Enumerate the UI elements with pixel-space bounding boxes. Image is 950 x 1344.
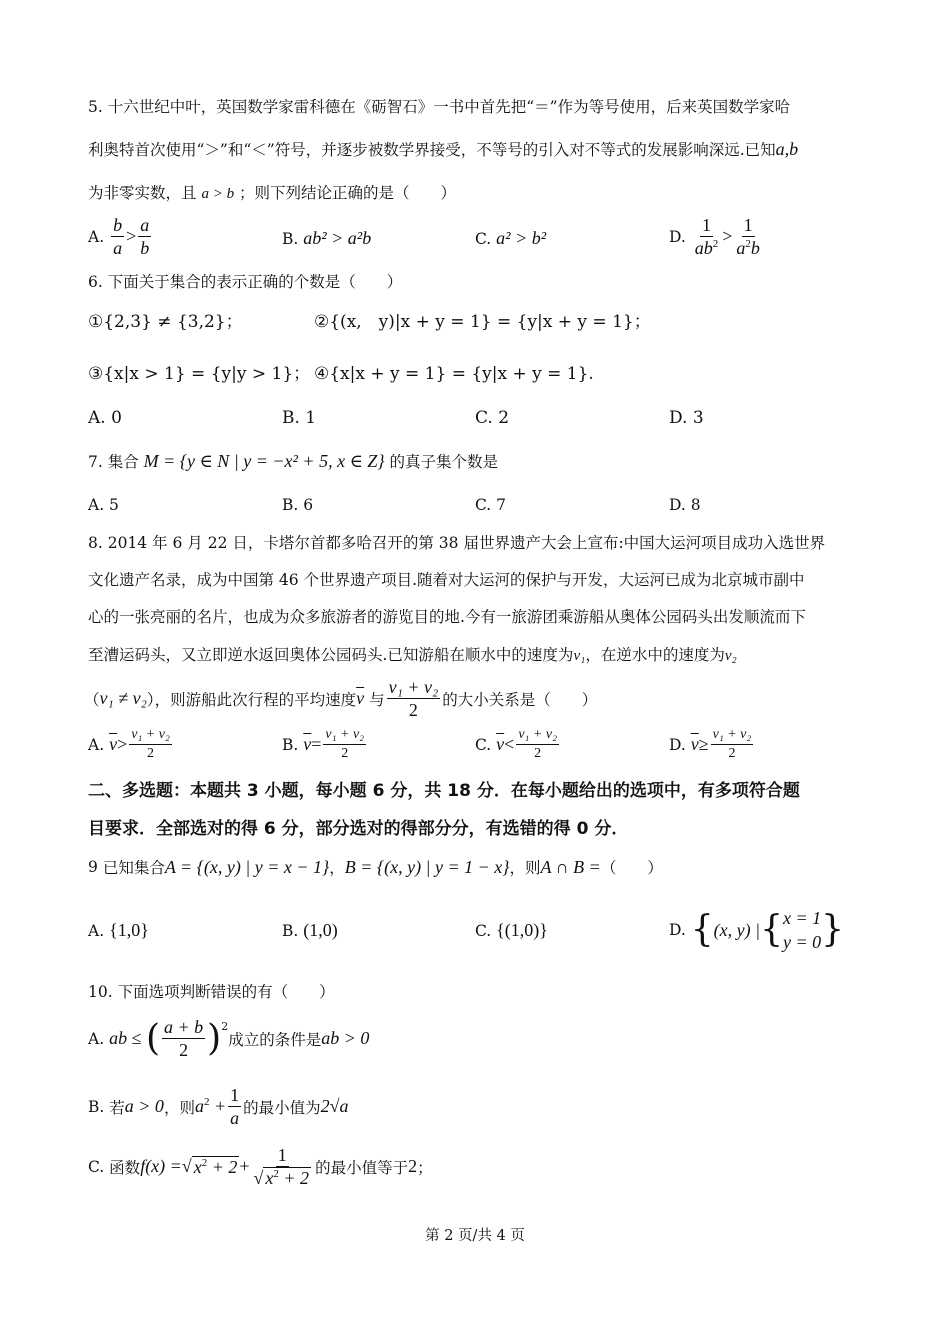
q7-option-c[interactable]: C. 7 bbox=[475, 496, 507, 514]
q7-option-d[interactable]: D. 8 bbox=[669, 496, 701, 514]
q10-option-c-end: ； bbox=[417, 1158, 433, 1177]
q8-option-d-op: ≥ bbox=[698, 734, 709, 754]
page-footer: 第 2 页/共 4 页 bbox=[425, 1228, 525, 1244]
q5-option-d-label: D. bbox=[669, 227, 686, 246]
q8-option-c[interactable]: C. $\overline{v}$ < $\frac{\text{v₁ + v₂}}{2}$ bbox=[475, 727, 557, 761]
q9-option-a-math: {1,0} bbox=[109, 920, 149, 940]
q8-line5-with: 与 bbox=[369, 690, 385, 709]
q6-title: 6. 下面关于集合的表示正确的个数是（ ） bbox=[88, 273, 403, 291]
q8-option-b-frac: $\frac{\text{v₁ + v₂}}{2}$ bbox=[325, 727, 365, 761]
q10-option-a[interactable]: A. ab ≤ ( $\frac{a + b}{2}$ ) $^2$ 成立的条件是 ab > 0 bbox=[88, 1017, 370, 1060]
q9-comma: ， bbox=[329, 859, 345, 877]
q8-line5-pre: （ bbox=[84, 690, 100, 709]
q8-option-d-label: D. bbox=[669, 735, 686, 754]
q5-line2-text: 利奥特首次使用“＞”和“＜”符号，并逐步被数学界接受，不等号的引入对不等式的发展影响深远.已知 bbox=[88, 141, 776, 159]
q7-post: 的真子集个数是 bbox=[389, 453, 499, 471]
q5-line3-math: a > b bbox=[201, 186, 235, 202]
q6-option-b[interactable]: B. 1 bbox=[282, 408, 317, 428]
q9-option-b-label: B. bbox=[282, 921, 299, 940]
q8-line5-math: v₁ ≠ v₂ bbox=[99, 688, 147, 708]
q5-option-a-label: A. bbox=[88, 227, 105, 246]
q5-line3 bbox=[88, 182, 456, 205]
q10-title: 10. 下面选项判断错误的有（ ） bbox=[88, 983, 335, 1001]
q10-option-c-ans: 2 bbox=[408, 1156, 418, 1176]
q5-option-c-label: C. bbox=[475, 229, 492, 248]
q10-option-b[interactable]: B. 若 a > 0 ，则 $a^2$ + $\frac{1}{a}$ 的最小值为 2√a bbox=[88, 1085, 349, 1128]
q6-option-d[interactable]: D. 3 bbox=[669, 408, 704, 428]
q8-line5 bbox=[84, 678, 597, 719]
q8-line5-vbar: $\overline{v}$ bbox=[356, 688, 365, 708]
q7-option-a[interactable]: A. 5 bbox=[88, 496, 119, 514]
section2-line1: 二、多选题：本题共 3 小题，每小题 6 分，共 18 分．在每小题给出的选项中，有多项符合题 bbox=[88, 781, 800, 801]
q8-option-a-label: A. bbox=[88, 735, 105, 754]
q9-option-c-math: {(1,0)} bbox=[496, 920, 548, 940]
q8-option-a-frac: $\frac{\text{v₁ + v₂}}{2}$ bbox=[131, 727, 170, 761]
q9-setB: B = {(x, y) | y = 1 − x} bbox=[344, 856, 510, 877]
q10-option-b-post: 的最小值为 bbox=[243, 1098, 321, 1117]
q10-option-b-label: B. bbox=[88, 1097, 105, 1116]
q8-option-b[interactable]: B. $\overline{v}$ = $\frac{\text{v₁ + v₂}}{2}$ bbox=[282, 727, 365, 761]
q8-option-c-op: < bbox=[504, 734, 515, 754]
q8-line5-post: 的大小关系是（ ） bbox=[442, 690, 598, 709]
q5-option-d[interactable]: D. $\frac{1}{ab^2}$ > $\frac{1}{a^2b}$ bbox=[669, 215, 760, 258]
q5-option-a-frac-right: $\frac{a}{b}$ bbox=[140, 215, 150, 258]
q5-line1: 5. 十六世纪中叶，英国数学家雷科德在《砺智石》一书中首先把“＝”作为等号使用，后来英国数学家哈 bbox=[88, 98, 791, 116]
q5-option-c-math: a² > b² bbox=[496, 228, 547, 248]
q5-option-a[interactable]: A. $\frac{b}{a}$ > $\frac{a}{b}$ bbox=[88, 215, 150, 258]
q8-line2: 文化遗产名录，成为中国第 46 个世界遗产项目.随着对大运河的保护与开发，大运河已成为北京城市副中 bbox=[88, 571, 805, 589]
q9-line bbox=[88, 856, 663, 878]
q10-option-b-mid: ，则 bbox=[163, 1098, 195, 1117]
q8-line4-pre: 至漕运码头，又立即逆水返回奥体公园码头.已知游船在顺水中的速度为 bbox=[88, 646, 574, 664]
q10-option-a-label: A. bbox=[88, 1029, 105, 1048]
q9-option-c-label: C. bbox=[475, 921, 492, 940]
q8-line3: 心的一张亮丽的名片，也成为众多旅游者的游览目的地.今有一旅游团乘游船从奥体公园码头出发顺流而下 bbox=[88, 608, 806, 626]
q9-option-d-label: D. bbox=[669, 921, 686, 939]
q6-item3: ③{x|x > 1} = {y|y > 1}； bbox=[88, 364, 311, 384]
q10-option-b-ans: 2√a bbox=[320, 1096, 349, 1116]
q8-line4-v2: v₂ bbox=[724, 648, 737, 664]
q8-option-d[interactable]: D. $\overline{v}$ ≥ $\frac{\text{v₁ + v₂}}{2}$ bbox=[669, 727, 752, 761]
q9-option-a-label: A. bbox=[88, 921, 105, 940]
q10-option-c-frac: $\frac{1}{√ x^2 + 2}$ bbox=[253, 1145, 310, 1188]
q5-line3-pre: 为非零实数，且 bbox=[88, 184, 197, 202]
q6-item4: ④{x|x + y = 1} = {y|x + y = 1}. bbox=[314, 364, 594, 384]
q9-option-d[interactable]: D. { (x, y) | { x = 1 y = 0 } bbox=[669, 908, 845, 952]
q7-option-b[interactable]: B. 6 bbox=[282, 496, 314, 514]
q8-line4-v1: v₁ bbox=[573, 648, 586, 664]
q8-option-b-op: = bbox=[311, 734, 322, 754]
q10-option-a-cond: 成立的条件是 bbox=[228, 1030, 322, 1049]
q7-pre: 7. 集合 bbox=[88, 453, 139, 471]
q9-option-a[interactable] bbox=[88, 920, 149, 941]
q8-option-c-label: C. bbox=[475, 735, 492, 754]
q5-line2-math: a,b bbox=[775, 139, 799, 159]
q7-math: M = {y ∈ N | y = −x² + 5, x ∈ Z} bbox=[143, 451, 385, 471]
q6-option-a[interactable]: A. 0 bbox=[88, 408, 122, 428]
q5-option-d-frac-left: $\frac{1}{ab^2}$ bbox=[694, 215, 719, 258]
q9-expr: A ∩ B = bbox=[540, 856, 601, 877]
q10-option-c[interactable]: C. 函数 f(x) = √ $x^2 + 2$ + $\frac{1}{√ x^2 + 2}$ 的最小值等于 2 ； bbox=[88, 1145, 433, 1188]
q10-option-a-frac: $\frac{a + b}{2}$ bbox=[164, 1017, 204, 1060]
q8-line4-mid: ，在逆水中的速度为 bbox=[585, 646, 725, 664]
section2-line2: 目要求．全部选对的得 6 分，部分选对的得部分分，有选错的得 0 分． bbox=[88, 819, 629, 839]
q5-option-a-frac-left: $\frac{b}{a}$ bbox=[113, 215, 123, 258]
q6-item1: ①{2,3} ≠ {3,2}； bbox=[88, 312, 243, 332]
q8-line1: 8. 2014 年 6 月 22 日，卡塔尔首都多哈召开的第 38 届世界遗产大会上宣布:中国大运河项目成功入选世界 bbox=[88, 534, 826, 552]
q10-option-c-post: 的最小值等于 bbox=[315, 1158, 409, 1177]
q8-option-a-op: > bbox=[117, 734, 128, 754]
q8-option-a[interactable]: A. $\overline{v}$ > $\frac{\text{v₁ + v₂}}{2}$ bbox=[88, 727, 170, 761]
q10-option-c-func: f(x) = bbox=[140, 1156, 182, 1176]
q9-setA: A = {(x, y) | y = x − 1} bbox=[164, 856, 330, 877]
q8-line4 bbox=[88, 644, 737, 667]
q5-option-b-label: B. bbox=[282, 229, 299, 248]
q5-option-b[interactable] bbox=[282, 228, 371, 249]
q9-pre: 已知集合 bbox=[102, 859, 165, 877]
q5-line2 bbox=[88, 138, 798, 161]
q9-then: ，则 bbox=[509, 859, 541, 877]
q10-option-b-pre: 若 bbox=[109, 1098, 125, 1117]
q6-option-c[interactable]: C. 2 bbox=[475, 408, 510, 428]
q5-option-b-math: ab² > a²b bbox=[303, 228, 372, 248]
q10-option-c-label: C. bbox=[88, 1157, 105, 1176]
q10-option-b-cond: a > 0 bbox=[124, 1096, 164, 1116]
q9-option-d-row1: x = 1 bbox=[782, 908, 822, 928]
q5-option-d-frac-right: $\frac{1}{a^2b}$ bbox=[736, 215, 760, 258]
q5-line3-post: ；则下列结论正确的是（ ） bbox=[239, 184, 457, 202]
q8-line5-mid: ），则游船此次行程的平均速度 bbox=[146, 690, 357, 709]
q9-num: 9 bbox=[88, 858, 98, 876]
q9-option-c[interactable] bbox=[475, 920, 548, 941]
q10-option-c-pre: 函数 bbox=[109, 1158, 141, 1177]
q9-option-d-row2: y = 0 bbox=[782, 932, 822, 952]
q10-option-b-frac: $\frac{1}{a}$ bbox=[230, 1085, 240, 1128]
q9-option-b[interactable] bbox=[282, 920, 338, 941]
q8-option-c-frac: $\frac{\text{v₁ + v₂}}{2}$ bbox=[518, 727, 557, 761]
q9-tail: （ ） bbox=[600, 859, 663, 877]
q8-line5-frac: $\frac{\text{v₁ + v₂}}{2}$ bbox=[388, 677, 439, 720]
q10-option-a-math: ab > 0 bbox=[321, 1028, 370, 1048]
q9-option-b-math: (1,0) bbox=[303, 920, 338, 940]
q6-item2: ②{(x, y)|x + y = 1} = {y|x + y = 1}； bbox=[314, 312, 651, 332]
q8-option-d-frac: $\frac{\text{v₁ + v₂}}{2}$ bbox=[712, 727, 752, 761]
q5-option-c[interactable] bbox=[475, 228, 546, 249]
q9-option-d-system bbox=[783, 906, 821, 954]
q7-line bbox=[88, 450, 498, 473]
q9-option-d-head: (x, y) | bbox=[713, 919, 761, 940]
q8-option-b-label: B. bbox=[282, 735, 299, 754]
